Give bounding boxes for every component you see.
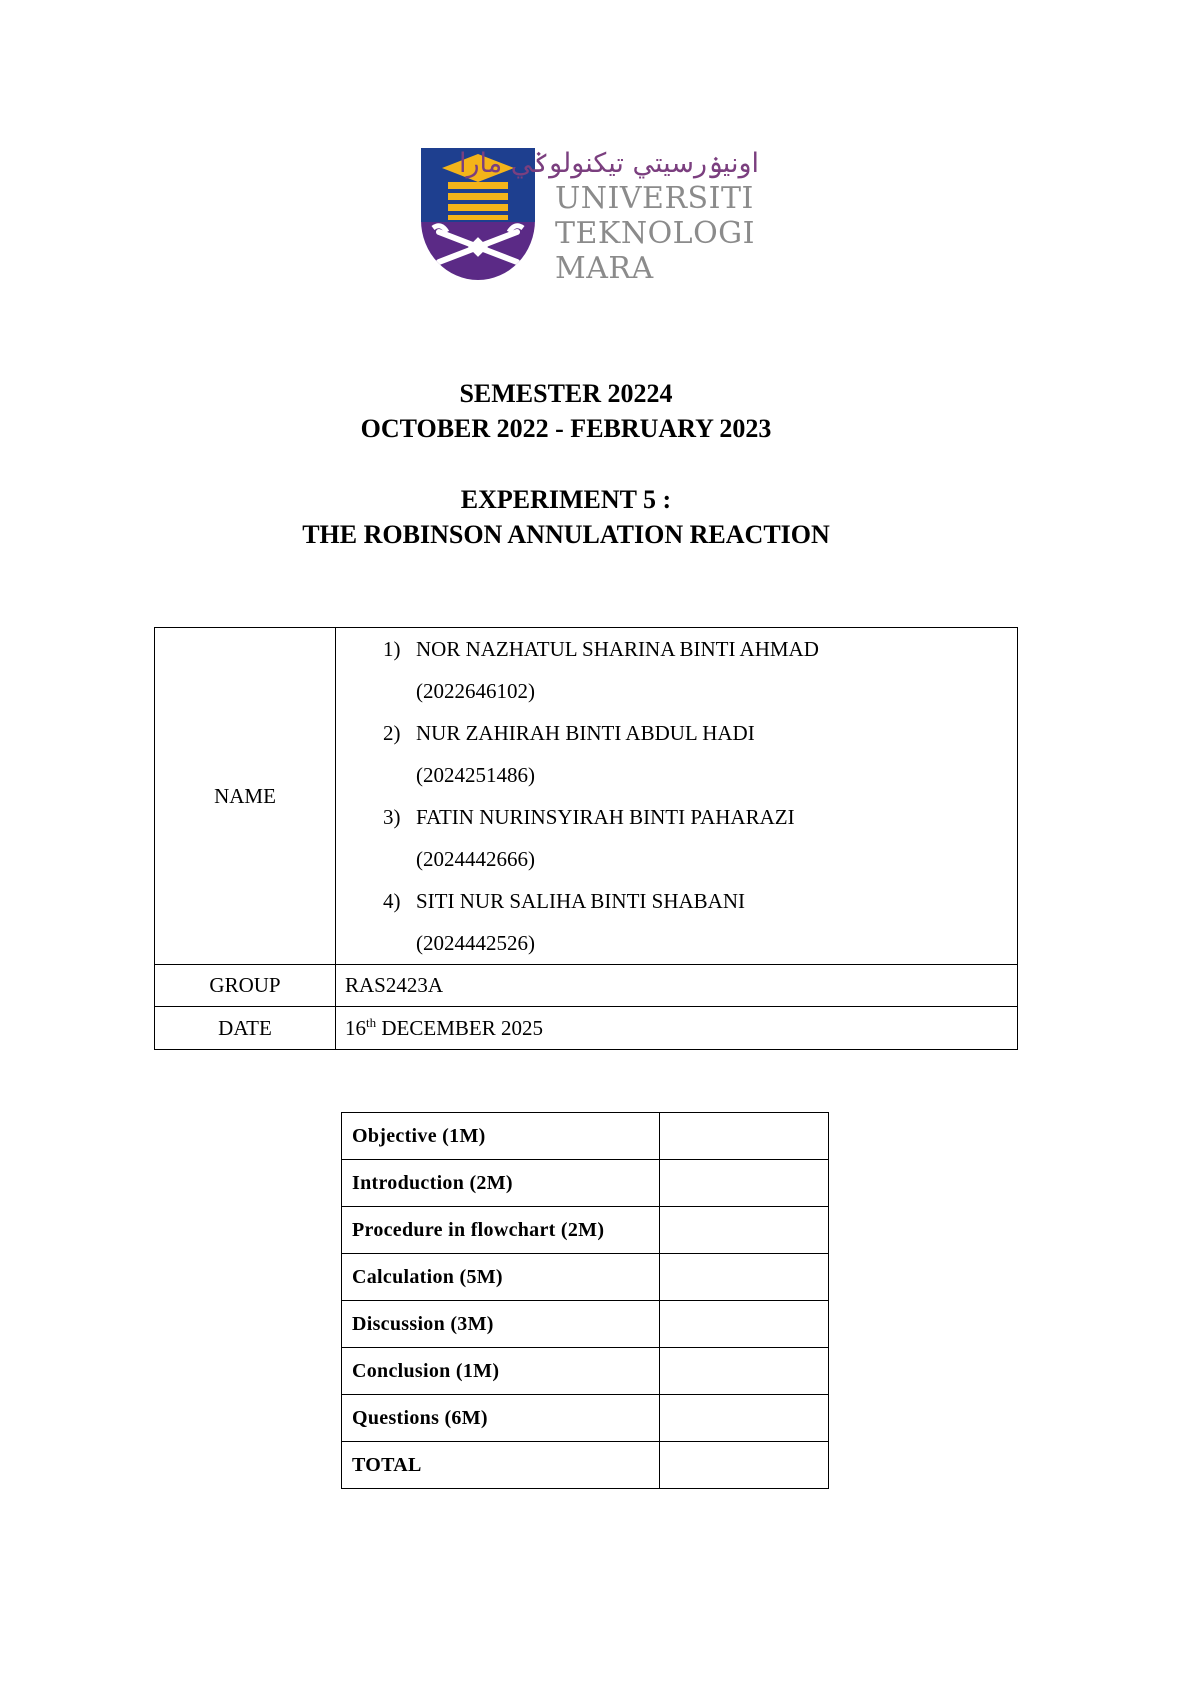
group-label: GROUP <box>155 965 336 1007</box>
marks-criteria: Discussion (3M) <box>342 1301 660 1348</box>
marks-row <box>342 1160 829 1207</box>
marks-criteria: Introduction (2M) <box>342 1160 660 1207</box>
member-number: 3) <box>383 805 401 829</box>
group-value: RAS2423A <box>336 965 1018 1007</box>
member-id: (2024251486) <box>416 763 535 787</box>
member-name: SITI NUR SALIHA BINTI SHABANI <box>416 889 745 913</box>
marks-score <box>659 1207 828 1254</box>
period-heading: OCTOBER 2022 - FEBRUARY 2023 <box>360 414 772 443</box>
date-label: DATE <box>155 1007 336 1050</box>
marks-criteria: Procedure in flowchart (2M) <box>342 1207 660 1254</box>
marks-row <box>342 1348 829 1395</box>
member-item <box>383 880 1017 964</box>
marks-row <box>342 1301 829 1348</box>
name-value-cell <box>336 628 1018 965</box>
group-row <box>155 965 1018 1007</box>
logo-jawi-text: اونيۏرسيتي تيكنولوݢي مارا <box>458 148 759 179</box>
date-ordinal-suffix: th <box>366 1014 377 1030</box>
member-number: 1) <box>383 637 401 661</box>
marks-row <box>342 1207 829 1254</box>
marks-score <box>659 1301 828 1348</box>
university-logo <box>421 148 761 288</box>
semester-heading: SEMESTER 20224 <box>459 379 673 408</box>
logo-word-teknologi: TEKNOLOGI <box>555 216 755 251</box>
member-id: (2022646102) <box>416 679 535 703</box>
marks-criteria: Conclusion (1M) <box>342 1348 660 1395</box>
marks-score <box>659 1160 828 1207</box>
marks-score <box>659 1113 828 1160</box>
member-name: FATIN NURINSYIRAH BINTI PAHARAZI <box>416 805 795 829</box>
member-name: NOR NAZHATUL SHARINA BINTI AHMAD <box>416 637 819 661</box>
name-label: NAME <box>155 628 336 965</box>
member-name: NUR ZAHIRAH BINTI ABDUL HADI <box>416 721 755 745</box>
member-item <box>383 628 1017 712</box>
member-id: (2024442666) <box>416 847 535 871</box>
member-item <box>383 712 1017 796</box>
member-number: 4) <box>383 889 401 913</box>
name-row <box>155 628 1018 965</box>
student-info-table <box>154 627 1018 1050</box>
marks-total-row <box>342 1442 829 1489</box>
marks-total-score <box>659 1442 828 1489</box>
marks-table <box>341 1112 829 1489</box>
date-day: 16 <box>345 1015 366 1040</box>
marks-criteria: Questions (6M) <box>342 1395 660 1442</box>
logo-word-mara: MARA <box>555 251 654 286</box>
member-list <box>345 628 1017 964</box>
marks-criteria: Objective (1M) <box>342 1113 660 1160</box>
marks-score <box>659 1254 828 1301</box>
marks-score <box>659 1348 828 1395</box>
member-id: (2024442526) <box>416 931 535 955</box>
marks-row <box>342 1395 829 1442</box>
date-row <box>155 1007 1018 1050</box>
marks-score <box>659 1395 828 1442</box>
experiment-title: THE ROBINSON ANNULATION REACTION <box>302 520 830 549</box>
marks-row <box>342 1113 829 1160</box>
date-month-year: DECEMBER 2025 <box>376 1015 543 1040</box>
member-item <box>383 796 1017 880</box>
marks-total-label: TOTAL <box>342 1442 660 1489</box>
marks-criteria: Calculation (5M) <box>342 1254 660 1301</box>
date-value <box>336 1007 1018 1050</box>
logo-word-universiti: UNIVERSITI <box>555 181 754 216</box>
member-number: 2) <box>383 721 401 745</box>
experiment-heading: EXPERIMENT 5 : <box>460 485 672 514</box>
marks-row <box>342 1254 829 1301</box>
